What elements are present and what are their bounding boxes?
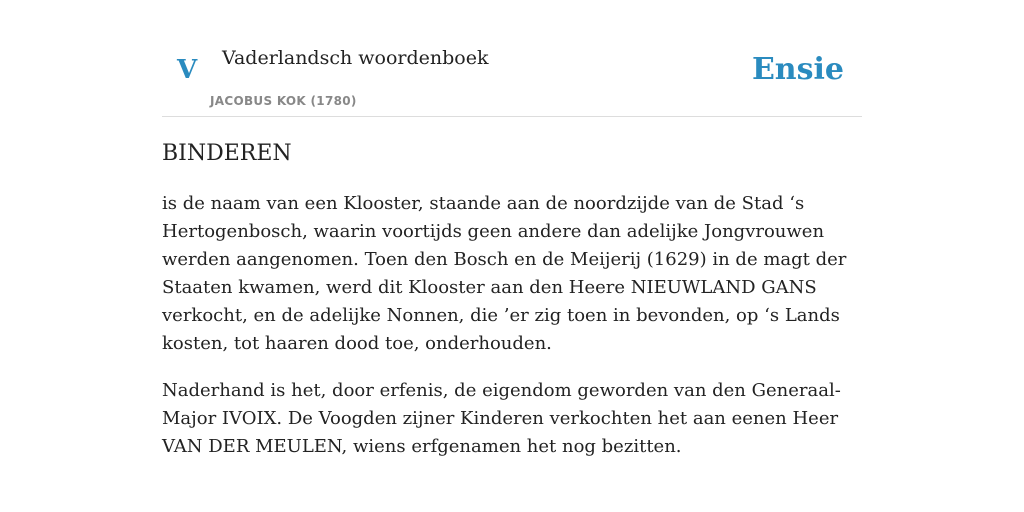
book-author: JACOBUS KOK (1780) bbox=[210, 94, 357, 108]
entry-content bbox=[162, 138, 862, 480]
ensie-logo-link[interactable]: Ensie bbox=[751, 52, 844, 87]
entry-paragraph: Naderhand is het, door erfenis, de eigendom geworden van den Generaal-Major IVOIX. De Voogden zijner Kinderen verkochten het aan eenen Heer VAN DER MEULEN, wiens erfgenamen het nog bezitten. bbox=[162, 380, 841, 457]
book-title-link[interactable]: Vaderlandsch woordenboek bbox=[222, 47, 489, 69]
header bbox=[162, 0, 862, 117]
entry-title: BINDEREN bbox=[162, 141, 292, 166]
book-logo-letter[interactable]: V bbox=[177, 55, 198, 85]
entry-paragraph: is de naam van een Klooster, staande aan de noordzijde van de Stad ‘s Hertogenbosch, waarin voortijds geen andere dan adelijke Jongvrouwen werden aangenomen. Toen den Bosch en de Meijerij (1629) in de magt der Staaten kwamen, werd dit Klooster aan den Heere NIEUWLAND GANS verkocht, en de adelijke Nonnen, die ’er zig toen in bevonden, op ‘s Lands kosten, tot haaren dood toe, onderhouden. bbox=[162, 193, 847, 354]
